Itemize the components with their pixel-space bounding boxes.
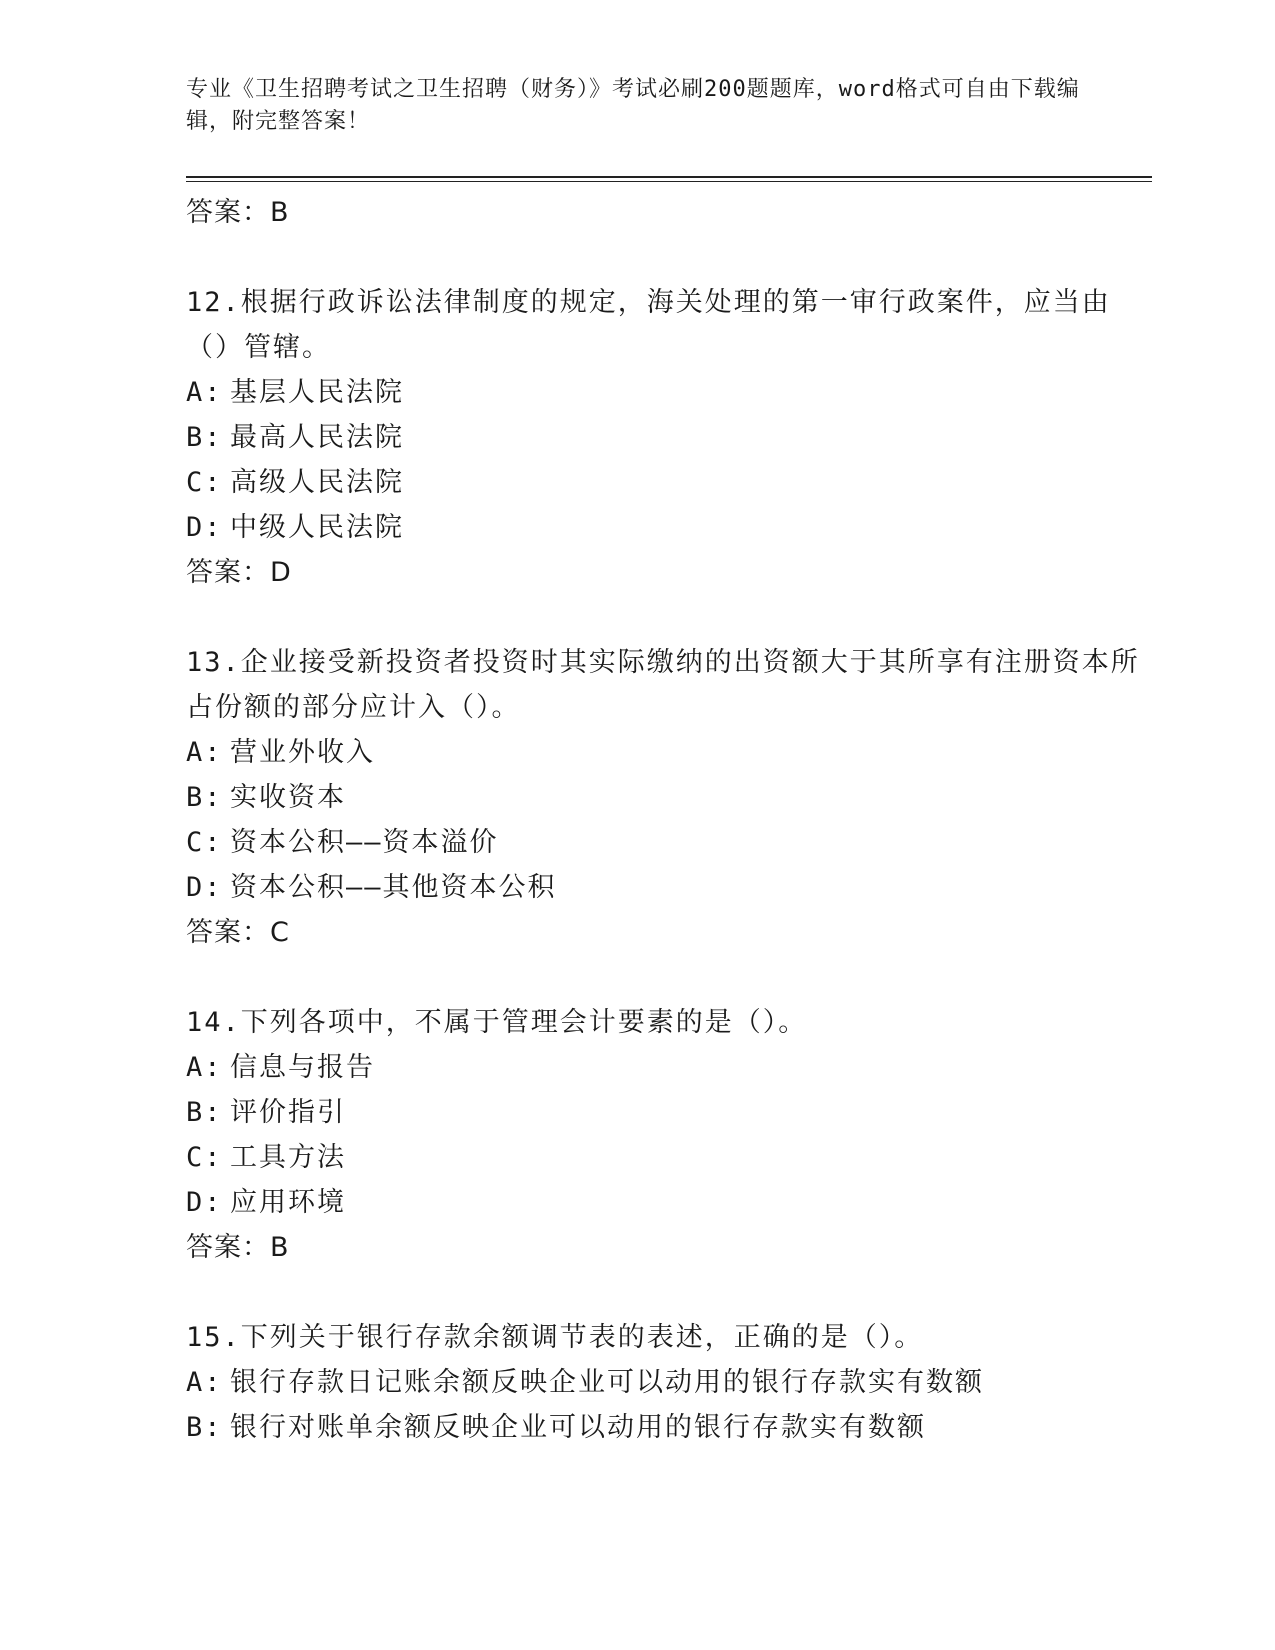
spacer — [186, 596, 1146, 640]
previous-answer: 答案：B — [186, 197, 290, 228]
question-stem: 15.下列关于银行存款余额调节表的表述，正确的是（）。 — [186, 1322, 924, 1353]
option-text: 实收资本 — [230, 782, 346, 813]
option-c — [186, 460, 1146, 505]
option-d — [186, 1180, 1146, 1225]
question-stem: 13.企业接受新投资者投资时其实际缴纳的出资额大于其所享有注册资本所占份额的部分应计入（）。 — [186, 647, 1140, 723]
option-text: 评价指引 — [230, 1097, 346, 1128]
option-letter: C: — [186, 1142, 223, 1173]
option-text: 中级人民法院 — [230, 512, 404, 543]
option-letter: D: — [186, 872, 223, 903]
option-text: 营业外收入 — [230, 737, 375, 768]
option-a — [186, 1045, 1146, 1090]
option-c — [186, 1135, 1146, 1180]
option-d — [186, 865, 1146, 910]
option-letter: A: — [186, 1367, 223, 1398]
question-14 — [186, 1000, 1146, 1271]
option-letter: C: — [186, 827, 223, 858]
option-text: 最高人民法院 — [230, 422, 404, 453]
option-letter: B: — [186, 782, 223, 813]
question-stem: 14.下列各项中，不属于管理会计要素的是（）。 — [186, 1007, 808, 1038]
option-text: 资本公积——其他资本公积 — [230, 872, 557, 903]
option-letter: D: — [186, 512, 223, 543]
option-b — [186, 775, 1146, 820]
spacer — [186, 236, 1146, 280]
option-d — [186, 505, 1146, 550]
question-stem: 12.根据行政诉讼法律制度的规定，海关处理的第一审行政案件，应当由（）管辖。 — [186, 287, 1111, 363]
option-letter: C: — [186, 467, 223, 498]
option-c — [186, 820, 1146, 865]
option-letter: D: — [186, 1187, 223, 1218]
option-text: 信息与报告 — [230, 1052, 375, 1083]
spacer — [186, 1271, 1146, 1315]
question-answer: 答案：B — [186, 1232, 290, 1263]
option-b — [186, 1090, 1146, 1135]
option-letter: A: — [186, 1052, 223, 1083]
spacer — [186, 956, 1146, 1000]
option-letter: B: — [186, 1412, 223, 1443]
question-15 — [186, 1315, 1146, 1450]
option-text: 工具方法 — [230, 1142, 346, 1173]
header-rule-thin — [186, 181, 1152, 182]
option-letter: B: — [186, 422, 223, 453]
option-text: 基层人民法院 — [230, 377, 404, 408]
question-answer: 答案：C — [186, 917, 290, 948]
option-letter: A: — [186, 377, 223, 408]
question-12 — [186, 280, 1146, 596]
option-text: 高级人民法院 — [230, 467, 404, 498]
question-13 — [186, 640, 1146, 956]
question-list — [186, 190, 1146, 1450]
option-text: 应用环境 — [230, 1187, 346, 1218]
page-header: 专业《卫生招聘考试之卫生招聘（财务）》考试必刷200题题库，word格式可自由下载编辑，附完整答案！ — [186, 77, 1080, 134]
option-text: 资本公积——资本溢价 — [230, 827, 499, 858]
option-b — [186, 415, 1146, 460]
option-a — [186, 730, 1146, 775]
header-rule-thick — [186, 176, 1152, 178]
option-letter: B: — [186, 1097, 223, 1128]
question-answer: 答案：D — [186, 557, 292, 588]
option-text: 银行存款日记账余额反映企业可以动用的银行存款实有数额 — [230, 1367, 984, 1398]
option-text: 银行对账单余额反映企业可以动用的银行存款实有数额 — [230, 1412, 926, 1443]
option-b — [186, 1405, 1146, 1450]
option-a — [186, 1360, 1146, 1405]
option-a — [186, 370, 1146, 415]
option-letter: A: — [186, 737, 223, 768]
